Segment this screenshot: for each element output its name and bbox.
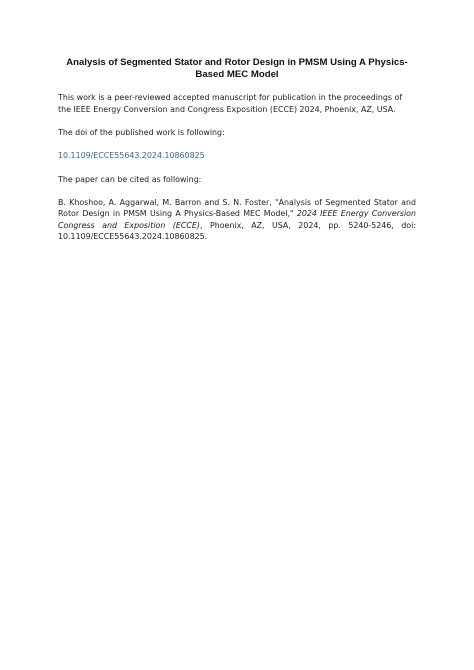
- citation-authors-title: B. Khoshoo, A. Aggarwal, M. Barron and S. N. Foster, "Analysis of Segmented Stator and Rotor Design in PMSM Using A Physics-Based MEC Model,": [58, 198, 416, 219]
- doi-label: The doi of the published work is following:: [58, 128, 225, 137]
- citation-venue: 2024 IEEE Energy Conversion Congress and Exposition (ECCE): [58, 209, 416, 230]
- doi-link[interactable]: 10.1109/ECCE55643.2024.10860825: [58, 151, 205, 160]
- citation-text: [58, 197, 416, 242]
- citation-details: , Phoenix, AZ, USA, 2024, pp. 5240-5246, doi: 10.1109/ECCE55643.2024.10860825.: [58, 220, 416, 241]
- doi-paragraph: [58, 150, 416, 162]
- manuscript-notice: This work is a peer-reviewed accepted manuscript for publication in the proceedings of the IEEE Energy Conversion and Congress Exposition (ECCE) 2024, Phoenix, AZ, USA.: [58, 93, 403, 114]
- document-title: Analysis of Segmented Stator and Rotor Design in PMSM Using A Physics-Based MEC Model: [66, 57, 408, 80]
- citation-label: The paper can be cited as following:: [58, 175, 202, 184]
